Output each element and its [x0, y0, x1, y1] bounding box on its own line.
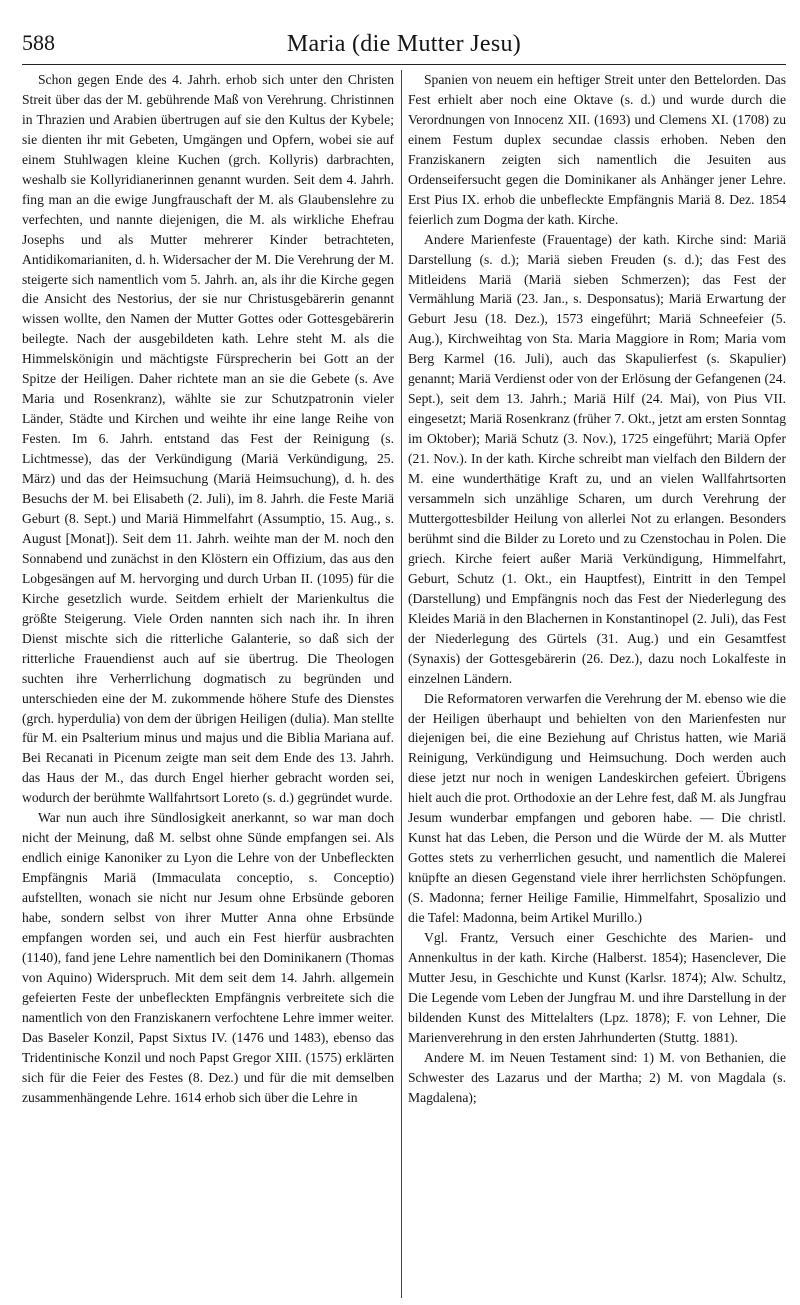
paragraph-reformatoren: Die Reformatoren verwarfen die Verehrung der M. ebenso wie die der Heiligen überhaupt und behielten von den Marienfesten nur diejenigen bei, die eine Beziehung auf Christus hatten, wie Mariä Reinigung, Verkündigung und Heimsuchung. Doch werden auch diese jetzt nur noch in wenigen Landeskirchen gefeiert. Übrigens hielt auch die prot. Orthodoxie an der Lehre fest, daß M. als Jungfrau Jesum wunderbar empfangen und geboren habe. — Die christl. Kunst hat das Leben, die Person und die Würde der M. als Mutter Gottes stets zu verherrlichen gesucht, und namentlich die Malerei knüpfte an diesen Gegenstand viele ihrer herrlichsten Schöpfungen. (S. Madonna; ferner Heilige Familie, Himmelfahrt, Sposalizio und die Tafel: Madonna, beim Artikel Murillo.) [408, 690, 786, 926]
paragraph-marienfeste: Andere Marienfeste (Frauentage) der kath. Kirche sind: Mariä Darstellung (s. d.); Mariä sieben Freuden (s. d.); das Fest des Mitleidens Mariä (Mariä sieben Schmerzen); das Fest der Vermählung Mariä (23. Jan., s. Desponsatus); Mariä Erwartung der Geburt Jesu (18. Dez.), 1573 eingeführt; Mariä Schneefeier (5. Aug.), Kirchweihtag von Sta. Maria Maggiore in Rom; Maria vom Berg Karmel (16. Juli), auch das Skapulierfest (s. Skapulier) genannt; Mariä Verdienst oder von der Erlösung der Gefangenen (24. Sept.), seit dem 13. Jahrh.; Mariä Hilf (24. Mai), von Pius VII. eingesetzt; Mariä Rosenkranz (früher 7. Okt., jetzt am ersten Sonntag im Oktober); Mariä Schutz (3. Nov.), 1725 eingeführt; Mariä Opfer (21. Nov.). In der kath. Kirche schreibt man vielfach den Bildern der M. eine wunderthätige Kraft zu, und an vielen Wallfahrtsorten versammeln sich unzählige Scharen, um durch Verehrung der Muttergottesbilder Heilung von allerlei Not zu erlangen. Besonders berühmt sind die Bilder zu Loreto und zu Czenstochau in Polen. Die griech. Kirche feiert außer Mariä Verkündigung, Himmelfahrt, Geburt, Schutz (1. Okt., ein Hauptfest), Eintritt in den Tempel (Darstellung) und Empfängnis noch das Fest der Niederlegung des Kleides Mariä in den Blachernen in Konstantinopel (2. Juli), das Fest der Niederlegung des Gürtels (31. Aug.) und ein Gesamtfest (Synaxis) der Gottesgebärerin (26. Dez.), dazu noch Lokalfeste in einzelnen Ländern. [408, 231, 786, 686]
page-header [22, 26, 786, 62]
left-column [22, 70, 394, 1298]
paragraph-andere-marien: Andere M. im Neuen Testament sind: 1) M. von Bethanien, die Schwester des Lazarus und der Martha; 2) M. von Magdala (s. Magdalena); [408, 1049, 786, 1105]
page-title: Maria (die Mutter Jesu) [286, 30, 522, 57]
header-rule [22, 64, 786, 65]
page-number: 588 [22, 30, 55, 55]
paragraph-marienkultus: Schon gegen Ende des 4. Jahrh. erhob sich unter den Christen Streit über das der M. gebührende Maß von Verehrung. Christinnen in Thrazien und Arabien übertrugen auf sie den Kultus der Kybele; sie dienten ihr mit Gebeten, Umgängen und Opfern, wobei sie auf einem Stuhlwagen kleine Kuchen (grch. Kollyris) darbrachten, weshalb sie Kollyridianerinnen genannt wurden. Seit dem 4. Jahrh. fing man an die ewige Jungfrauschaft der M. als Glaubenslehre zu verfechten, und nannte diejenigen, die M. als wirkliche Ehefrau Josephs und als Mutter mehrerer Kinder betrachteten, Antidikomarianiten, d. h. Widersacher der M. Die Verehrung der M. steigerte sich namentlich vom 5. Jahrh. an, als ihr die Kirche gegen die Ansicht des Nestorius, der sie nur Christusgebärerin genannt wissen wollte, den Namen der Mutter Gottes oder Gottesgebärerin beilegte. Nach der ausgebildeten kath. Lehre steht M. als die Himmelskönigin und mächtigste Fürsprecherin bei Gott an der Spitze der Heiligen. Daher richtete man an sie die Gebete (s. Ave Maria und Rosenkranz), wählte sie zur Schutzpatronin vieler Länder, Städte und Kirchen und weihte ihr eine lange Reihe von Festen. Im 6. Jahrh. entstand das Fest der Reinigung (s. Lichtmesse), das der Verkündigung (Mariä Verkündigung, 25. März) und das der Heimsuchung (Mariä Heimsuchung), d. h. des Besuchs der M. bei Elisabeth (2. Juli), im 8. Jahrh. die Feste Mariä Geburt (8. Sept.) und Mariä Himmelfahrt (Assumptio, 15. Aug., s. August [Monat]). Seit dem 11. Jahrh. weihte man der M. noch den Sonnabend und zunächst in den Klöstern ein Offizium, das aus den Lobgesängen auf M. hervorging und durch Urban II. (1095) für die Kirche gesetzlich wurde. Seitdem erhielt der Marienkultus die größte Steigerung. Viele Orden nannten sich nach ihr. In ihren Dienst mischte sich die ritterliche Galanterie, so daß sich der ritterliche Frauendienst auch auf sie übertrug. Die Theologen suchten ihre Verherrlichung dogmatisch zu begründen und unterschieden eine der M. zukommende höhere Stufe des Dienstes (grch. hyperdulia) von dem der übrigen Heiligen (dulia). Man stellte für M. ein Psalterium minus und majus und die Biblia Mariana auf. Bei Recanati in Picenum zeigte man seit dem Ende des 13. Jahrh. das Haus der M., das durch Engel hierher gebracht worden sei, wodurch der berühmte Wallfahrtsort Loreto (s. d.) gegründet wurde. [22, 72, 394, 806]
paragraph-literatur: Vgl. Frantz, Versuch einer Geschichte des Marien- und Annenkultus in der kath. Kirche (Halberst. 1854); Hasenclever, Die Mutter Jesu, in Geschichte und Kunst (Karlsr. 1874); Alw. Schultz, Die Legende vom Leben der Jungfrau M. und ihre Darstellung in der bildenden Kunst des Mittelalters (Lpz. 1878); F. von Lehner, Die Marienverehrung in den ersten Jahrhunderten (Stuttg. 1881). [408, 929, 786, 1045]
paragraph-dogma: Spanien von neuem ein heftiger Streit unter den Bettelorden. Das Fest erhielt aber noch eine Oktave (s. d.) und wurde durch die Verordnungen von Innocenz XII. (1693) und Clemens XI. (1708) zu einem Festum duplex secundae classis erhoben. Neben den Franziskanern zeigten sich namentlich die Jesuiten aus Ordenseifersucht gegen die Dominikaner als Anhänger jener Lehre. Erst Pius IX. erhob die unbefleckte Empfängnis Mariä 8. Dez. 1854 feierlich zum Dogma der kath. Kirche. [408, 72, 786, 227]
right-column [408, 70, 786, 1298]
paragraph-unbefleckte-empfaengnis: War nun auch ihre Sündlosigkeit anerkannt, so war man doch nicht der Meinung, daß M. selbst ohne Sünde empfangen sei. Als endlich einige Kanoniker zu Lyon die Lehre von der Unbefleckten Empfängnis Mariä (Immaculata conceptio, s. Conceptio) aufstellten, wonach sie nicht nur Jesum ohne Erbsünde geboren habe, sondern selbst von ihrer Mutter Anna ohne Erbsünde empfangen worden sei, und auch ein Fest hierfür ausbrachten (1140), fand jene Lehre namentlich bei den Dominikanern (Thomas von Aquino) Widerspruch. Mit dem seit dem 14. Jahrh. allgemein gefeierten Feste der unbefleckten Empfängnis verbreitete sich die namentlich von den Franziskanern verfochtene Lehre immer weiter. Das Baseler Konzil, Papst Sixtus IV. (1476 und 1483), ebenso das Tridentinische Konzil und noch Papst Gregor XIII. (1575) erklärten sich für die Feier des Festes (8. Dez.) und für die mit demselben zusammenhängende Lehre. 1614 erhob sich über die Lehre in [22, 810, 394, 1105]
column-divider [401, 70, 402, 1298]
